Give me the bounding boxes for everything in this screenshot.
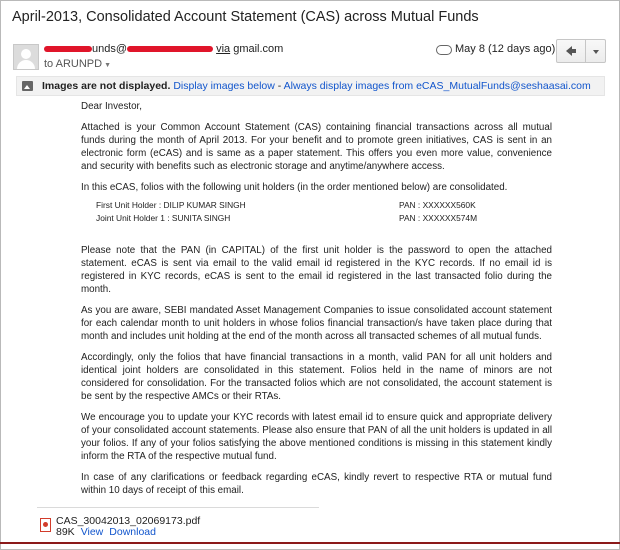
sender-line[interactable] (44, 43, 283, 55)
images-notice-bar (16, 76, 605, 96)
greeting: Dear Investor, (81, 101, 142, 112)
unit-holder-row (96, 200, 556, 213)
redacted-sender-domain (127, 46, 213, 52)
unit-holder-pan: PAN : XXXXXX560K (399, 200, 476, 210)
body-paragraph-4: As you are aware, SEBI mandated Asset Management Companies to issue consolidated account statement for each calendar month to unit holders in whose folios financial transaction/s have taken place during that month and includes unit holding at the end of the month across all transacted schemes of all mutual funds. (81, 305, 552, 342)
images-notice-separator: - (274, 80, 284, 92)
unit-holders-list (96, 200, 556, 226)
recipient-label: to ARUNPD (44, 58, 103, 70)
avatar-icon[interactable] (13, 44, 39, 70)
sender-address-fragment: unds@ (92, 43, 128, 55)
chevron-down-icon (593, 50, 599, 54)
unit-holder-pan: PAN : XXXXXX574M (399, 213, 478, 223)
unit-holder-row (96, 213, 556, 226)
recipient-details-icon[interactable]: ▼ (104, 62, 112, 69)
email-subject: April-2013, Consolidated Account Statement (CAS) across Mutual Funds (12, 9, 479, 25)
via-link[interactable]: via (216, 43, 231, 55)
paperclip-icon (436, 45, 452, 55)
pdf-icon[interactable] (40, 518, 51, 532)
attachment-meta (56, 526, 156, 538)
attachment-divider (37, 507, 319, 508)
email-body (81, 100, 552, 505)
reply-icon (566, 46, 572, 56)
attachment-filename[interactable]: CAS_30042013_02069173.pdf (56, 515, 201, 527)
attachment-download-link[interactable]: Download (109, 526, 156, 538)
display-images-link[interactable]: Display images below (173, 80, 275, 92)
redacted-sender-name (44, 46, 92, 52)
email-date: May 8 (12 days ago) (455, 43, 556, 55)
body-paragraph-1: Attached is your Common Account Statement (CAS) containing financial transactions across all mutual funds during the month of April 2013. For your benefit and to promote green initiatives, CAS is sent in an electronic form (eCAS) and is same as a paper statement. This offers you even more value, convenience and security with benefits such as electronic storage and anytime/anywhere access. (81, 122, 552, 172)
images-notice-text: Images are not displayed. (42, 80, 171, 92)
body-paragraph-5: Accordingly, only the folios that have financial transactions in a month, valid PAN for all unit holders and identical joint holders are consolidated in this statement. Folios held in the name of minors are not considered for consolidation. For the transacted folios which are not consolidated, the account statement is be sent by the respective AMCs or their RTAs. (81, 352, 552, 402)
attachment-size: 89K (56, 526, 75, 538)
body-paragraph-7: In case of any clarifications or feedback regarding eCAS, kindly revert to respective RTA or mutual fund within 10 days of receipt of this email. (81, 472, 552, 496)
body-paragraph-3: Please note that the PAN (in CAPITAL) of the first unit holder is the password to open the attached statement. eCAS is sent via email to the valid email id registered in the KYC records. If no email id is registered in KYC records, eCAS is sent to the email id registered in the last transacted folio during the month. (81, 245, 552, 295)
bottom-border (0, 542, 620, 544)
reply-button[interactable] (556, 39, 586, 63)
unit-holder-name: First Unit Holder : DILIP KUMAR SINGH (96, 200, 246, 210)
body-paragraph-2: In this eCAS, folios with the following unit holders (in the order mentioned below) are consolidated. (81, 182, 508, 193)
via-domain: gmail.com (233, 43, 284, 55)
unit-holder-name: Joint Unit Holder 1 : SUNITA SINGH (96, 213, 231, 223)
attachment-view-link[interactable]: View (80, 526, 104, 538)
always-display-images-link[interactable]: Always display images from eCAS_MutualFunds@seshaasai.com (283, 80, 591, 92)
recipient-line[interactable] (44, 58, 111, 70)
body-paragraph-6: We encourage you to update your KYC records with latest email id to ensure quick and appropriate delivery of your consolidated account statements. Please also ensure that PAN of all the unit holders is updated in all your folios. If any of your folios satisfying the above mentioned conditions is missing in this statement kindly inform the RTA of the respective mutual fund. (81, 412, 552, 462)
more-actions-button[interactable] (586, 39, 606, 63)
image-icon (22, 81, 33, 91)
